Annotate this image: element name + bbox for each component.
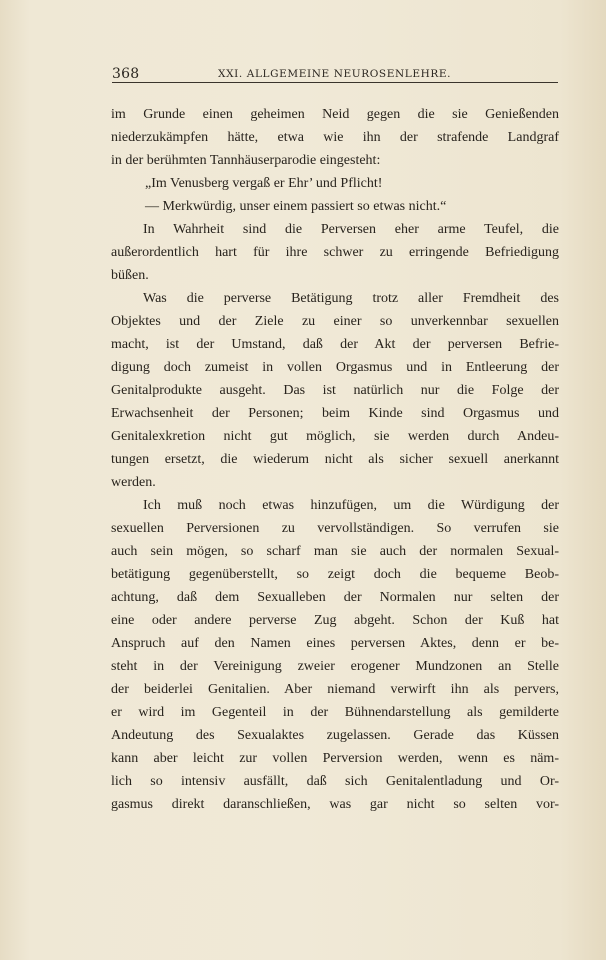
text-line: Anspruch auf den Namen eines perversen Aktes, denn er be- (111, 636, 559, 651)
header-rule (112, 82, 558, 83)
text-line: kann aber leicht zur vollen Perversion werden, wenn es näm- (111, 751, 559, 766)
text-line: im Grunde einen geheimen Neid gegen die sie Genießenden (111, 107, 559, 122)
text-line: tungen ersetzt, die wiederum nicht als sicher sexuell anerkannt (111, 452, 559, 467)
text-line: in der berühmten Tannhäuserparodie eingesteht: (111, 153, 381, 168)
text-line: auch sein mögen, so scharf man sie auch der normalen Sexual- (111, 544, 559, 559)
text-line: digung doch zumeist in vollen Orgasmus und in Entleerung der (111, 360, 559, 375)
text-line: Objektes und der Ziele zu einer so unverkennbar sexuellen (111, 314, 559, 329)
text-line: Genitalexkretion nicht gut möglich, sie werden durch Andeu- (111, 429, 559, 444)
text-line: außerordentlich hart für ihre schwer zu erringende Befriedigung (111, 245, 559, 260)
text-line: büßen. (111, 268, 149, 283)
running-title: XXI. ALLGEMEINE NEUROSENLEHRE. (218, 68, 452, 80)
body-text (111, 103, 559, 816)
text-line: achtung, daß dem Sexualleben der Normalen nur selten der (111, 590, 559, 605)
text-line: macht, ist der Umstand, daß der Akt der perversen Befrie- (111, 337, 559, 352)
text-line: gasmus direkt daranschließen, was gar nicht so selten vor- (111, 797, 559, 812)
text-line: eine oder andere perverse Zug abgeht. Schon der Kuß hat (111, 613, 559, 628)
page-number: 368 (112, 66, 140, 82)
quote-line: „Im Venusberg vergaß er Ehr’ und Pflicht! (145, 176, 383, 191)
paragraph-first-line: Was die perverse Betätigung trotz aller Fremdheit des (143, 291, 559, 306)
text-line: der beiderlei Genitalien. Aber niemand verwirft ihn als pervers, (111, 682, 559, 697)
text-line: werden. (111, 475, 156, 490)
quote-line: — Merkwürdig, unser einem passiert so etwas nicht.“ (145, 199, 447, 214)
text-line: betätigung gegenüberstellt, so zeigt doch die bequeme Beob- (111, 567, 559, 582)
text-line: Genitalprodukte ausgeht. Das ist natürlich nur die Folge der (111, 383, 559, 398)
paragraph-first-line: In Wahrheit sind die Perversen eher arme Teufel, die (143, 222, 559, 237)
text-line: Erwachsenheit der Personen; beim Kinde sind Orgasmus und (111, 406, 559, 421)
text-line: sexuellen Perversionen zu vervollständigen. So verrufen sie (111, 521, 559, 536)
text-line: er wird im Gegenteil in der Bühnendarstellung als gemilderte (111, 705, 559, 720)
paragraph-first-line: Ich muß noch etwas hinzufügen, um die Würdigung der (143, 498, 559, 513)
text-line: niederzukämpfen hätte, etwa wie ihn der strafende Landgraf (111, 130, 559, 145)
text-line: steht in der Vereinigung zweier erogener Mundzonen an Stelle (111, 659, 559, 674)
text-line: Andeutung des Sexualaktes zugelassen. Gerade das Küssen (111, 728, 559, 743)
text-line: lich so intensiv ausfällt, daß sich Genitalentladung und Or- (111, 774, 559, 789)
